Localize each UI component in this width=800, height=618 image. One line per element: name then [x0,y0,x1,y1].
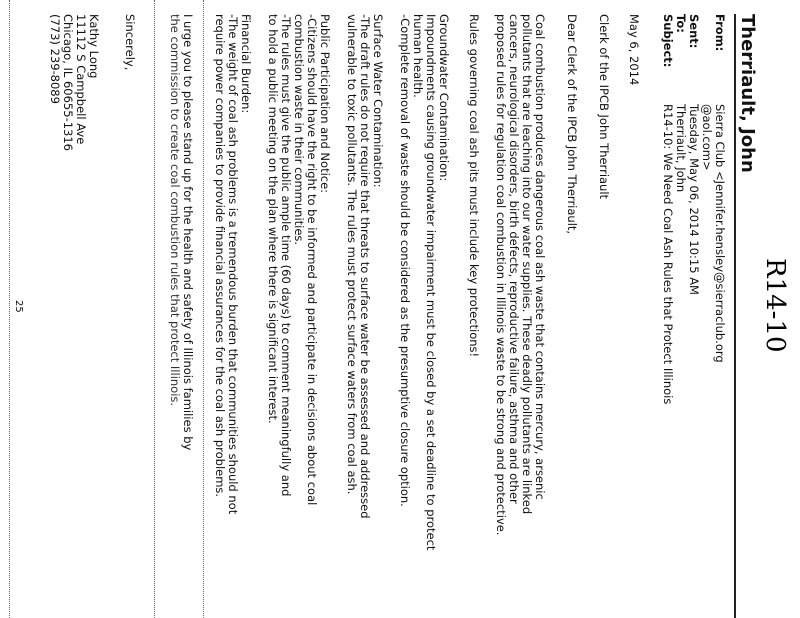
groundwater-heading: Groundwater Contamination: [437,14,451,182]
from-value-cont: @aol.com> [700,104,714,171]
scan-artifact-line [203,0,204,618]
rules-line: Rules governing coal ash pits must include key protections! [467,14,481,358]
subject-label: Subject: [661,14,675,68]
participation-line: combustion waste in their communities. [292,14,306,246]
recipient-line: Clerk of the IPCB John Therriault [597,14,611,200]
participation-line: -Citizens should have the right to be informed and participate in decisions about coal [305,14,319,506]
groundwater-line: -Complete removal of waste should be considered as the presumptive closure option. [398,14,412,507]
to-value: Therriault, John [674,104,688,193]
intro-line: pollutants that are leaching into our water supplies. These deadly pollutants are linked [520,14,534,515]
signoff: Sincerely, [123,14,137,71]
closing-line: I urge you to please stand up for the health and safety of Illinois families by [181,14,195,451]
from-value: Sierra Club <Jennifer.hensley@sierraclub.org [713,104,727,363]
to-label: To: [674,14,688,33]
financial-heading: Financial Burden: [239,14,253,114]
groundwater-line: Impoundments causing groundwater impairment must be closed by a set deadline to protect [424,14,438,551]
from-label: From: [713,14,727,52]
sent-label: Sent: [687,14,701,49]
surface-line: -The draft rules do not require that threats to surface water be assessed and addressed [358,14,372,519]
signature-address: 11112 S Campbell Ave [74,14,88,145]
surface-line: vulnerable to toxic pollutants. The rules must protect surface waters from coal ash. [345,14,359,495]
signature-phone: (773) 239-8089 [48,14,62,104]
intro-line: Coal combustion produces dangerous coal ash waste that contains mercury, arsenic [533,14,547,500]
letter-date: May 6, 2014 [627,14,641,86]
signature-city: Chicago, IL 60655-1316 [61,14,75,151]
financial-line: -The weight of coal ash problems is a tremendous burden that communities should not [226,14,240,515]
signature-name: Kathy Long [87,14,101,79]
sent-value: Tuesday, May 06, 2014 10:15 AM [687,104,701,295]
closing-line: the commission to create coal combustion rules that protect Illinois. [168,14,182,407]
surface-heading: Surface Water Contamination: [371,14,385,188]
docket-number: R14-10 [760,258,790,353]
participation-heading: Public Participation and Notice: [318,14,332,194]
participation-line: -The rules must give the public ample time (60 days) to comment meaningfully and [279,14,293,497]
intro-line: proposed rules for regulation coal combustion in Illinois waste to be strong and protective. [494,14,508,536]
page-number: 25 [13,300,24,313]
participation-line: to hold a public meeting on the plan where there is significant interest. [266,14,280,424]
header-rule [734,14,736,618]
financial-line: require power companies to provide financial assurances for the coal ash problems. [213,14,227,498]
salutation: Dear Clerk of the IPCB John Therriault, [565,14,579,235]
scan-artifact-line [9,0,10,618]
scan-artifact-line [154,0,155,618]
groundwater-line: human health. [411,14,425,98]
subject-value: R14-10: We Need Coal Ash Rules that Protect Illinois [661,104,675,405]
header-name: Therriault, John [737,14,758,173]
intro-line: cancers, neurological disorders, birth defects, reproductive failure, asthma and other [507,14,521,504]
